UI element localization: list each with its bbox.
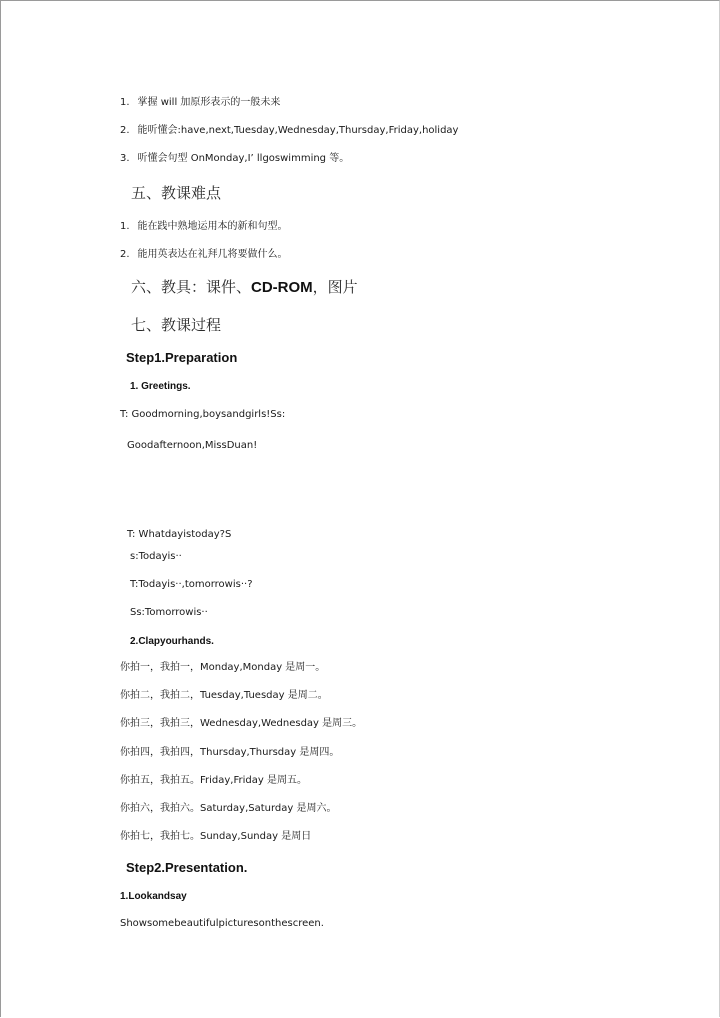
dialogue-line: Ss:Tomorrowis·· bbox=[130, 607, 208, 618]
dialogue-line: T:Todayis··,tomorrowis··? bbox=[130, 579, 253, 590]
step1-title: Step1.Preparation bbox=[126, 350, 238, 365]
dialogue-line: T: Goodmorning,boysandgirls!Ss: bbox=[120, 409, 286, 420]
chant-line: 你拍二，我拍二，Tuesday,Tuesday 是周二。 bbox=[120, 690, 328, 701]
dialogue-line: Goodafternoon,MissDuan! bbox=[127, 440, 258, 451]
chant-line: 你拍七，我拍七。Sunday,Sunday 是周日 bbox=[120, 831, 312, 842]
objective-item: 2. 能听懂会:have,next,Tuesday,Wednesday,Thursday,Friday,holiday bbox=[120, 125, 459, 136]
section-heading-difficulties: 五、教课难点 bbox=[131, 184, 222, 202]
chant-line: 你拍六，我拍六。Saturday,Saturday 是周六。 bbox=[120, 803, 337, 814]
difficulty-item: 2. 能用英表达在礼拜几将要做什么。 bbox=[120, 249, 288, 260]
dialogue-line: T: Whatdayistoday?S bbox=[127, 529, 232, 540]
chant-line: 你拍三，我拍三，Wednesday,Wednesday 是周三。 bbox=[120, 718, 363, 729]
objective-item: 3. 听懂会句型 OnMonday,I’ llgoswimming 等。 bbox=[120, 153, 350, 164]
chant-line: 你拍一，我拍一，Monday,Monday 是周一。 bbox=[120, 662, 326, 673]
greetings-title: 1. Greetings. bbox=[130, 381, 191, 392]
section-heading-teaching-aids: 六、教具：课件、CD-ROM，图片 bbox=[131, 278, 358, 296]
look-and-say-title: 1.Lookandsay bbox=[120, 891, 187, 902]
clap-title: 2.Clapyourhands. bbox=[130, 636, 214, 647]
chant-line: 你拍四，我拍四，Thursday,Thursday 是周四。 bbox=[120, 747, 340, 758]
chant-line: 你拍五，我拍五。Friday,Friday 是周五。 bbox=[120, 775, 307, 786]
objective-item: 1. 掌握 will 加原形表示的一般未来 bbox=[120, 97, 281, 108]
section-heading-process: 七、教课过程 bbox=[131, 316, 222, 334]
presentation-line: Showsomebeautifulpicturesonthescreen. bbox=[120, 918, 324, 929]
dialogue-line: s:Todayis·· bbox=[130, 551, 182, 562]
difficulty-item: 1. 能在践中熟地运用本的新和句型。 bbox=[120, 221, 288, 232]
step2-title: Step2.Presentation. bbox=[126, 860, 248, 875]
